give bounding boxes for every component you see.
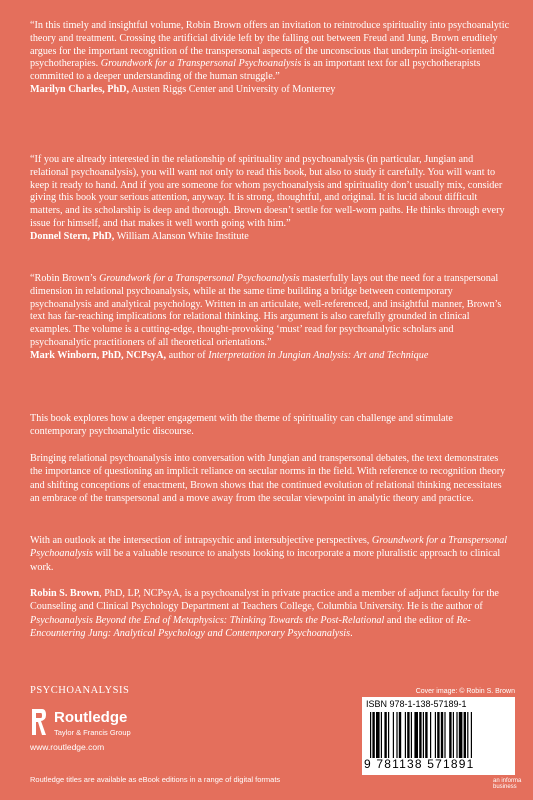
endorsement-text: “If you are already interested in the relationship of spirituality and psychoanalysis (in particular, Jungian and relational psychoanalysis), you will want not only to read this book, but also to study it carefully. You will want to keep it ready to hand. And if you are someone for whom psychoanalysis and spirituality don’t usually mix, consider giving this book your serious attention, anyway. It is strong, thoughtful, and original. It is lucid about difficult matters, and its scholarship is deep and thorough. Brown doesn’t settle for well-worn paths. He thinks through every issue for himself, and that makes it well worth going with him.” bbox=[30, 154, 505, 229]
barcode-bar bbox=[370, 712, 371, 758]
endorsement-text bbox=[30, 273, 510, 350]
book-title-italic: Groundwork for a Transpersonal Psychoanalysis bbox=[30, 535, 508, 560]
barcode-bar bbox=[441, 712, 443, 758]
endorsement-text-part: is an important text for all psychotherapists committed to a deeper understanding of the human struggle.” bbox=[30, 58, 481, 83]
barcode-bar bbox=[399, 712, 401, 758]
barcode-bar bbox=[456, 712, 457, 758]
author-bio-part: . bbox=[350, 628, 353, 640]
endorser-affiliation: author of bbox=[166, 349, 209, 361]
endorser-affiliation: Austen Riggs Center and University of Monterrey bbox=[129, 83, 336, 95]
description-text-part: With an outlook at the intersection of intrapsychic and intersubjective perspectives, bbox=[30, 535, 372, 546]
barcode-bar bbox=[471, 712, 472, 758]
endorsement-text-part: “Robin Brown’s bbox=[30, 273, 100, 284]
description-text: Bringing relational psychoanalysis into conversation with Jungian and transpersonal debates, the text demonstrates the importance of questioning an implicit reliance on secular norms in the field. With reference to recognition theory and shifting conceptions of enactment, Brown shows that the continued evolution of relational thinking necessitates an embrace of the transpersonal and a move away from the secular viewpoint in analytic theory and practice. bbox=[30, 453, 506, 505]
barcode-bar bbox=[381, 712, 382, 758]
endorsement-3 bbox=[30, 273, 510, 363]
author-book-title: Re-Encountering Jung: Analytical Psychology and Contemporary Psychoanalysis bbox=[30, 614, 471, 640]
description-text: This book explores how a deeper engagement with the theme of spirituality can challenge and stimulate contemporary psychoanalytic discourse. bbox=[30, 413, 453, 438]
barcode-bar bbox=[372, 712, 374, 758]
barcode-bar bbox=[459, 712, 463, 758]
endorsement-1 bbox=[30, 20, 510, 97]
subject-category: PSYCHOANALYSIS bbox=[30, 685, 130, 696]
isbn-label: ISBN 978-1-138-57189-1 bbox=[366, 699, 467, 709]
endorsement-attribution bbox=[30, 84, 510, 97]
barcode-bar bbox=[430, 712, 431, 758]
book-title-italic: Groundwork for a Transpersonal Psychoanalysis bbox=[99, 273, 300, 284]
endorsement-text bbox=[30, 20, 510, 84]
publisher-website-link[interactable]: www.routledge.com bbox=[30, 742, 105, 752]
barcode-bar bbox=[411, 712, 412, 758]
cover-image-credit: Cover image: © Robin S. Brown bbox=[415, 688, 515, 695]
routledge-logo-icon bbox=[30, 707, 48, 737]
endorsement-attribution bbox=[30, 231, 510, 244]
barcode-bar bbox=[388, 712, 389, 758]
description-text-part: will be a valuable resource to analysts looking to incorporate a more pluralistic approach to clinical work. bbox=[30, 548, 501, 573]
endorser-book-title: Interpretation in Jungian Analysis: Art and Technique bbox=[208, 349, 429, 361]
barcode-bar bbox=[393, 712, 394, 758]
barcode-bar bbox=[423, 712, 424, 758]
book-title-italic: Groundwork for a Transpersonal Psychoanalysis bbox=[100, 58, 302, 70]
barcode-bar bbox=[419, 712, 421, 758]
endorsement-text-part: “In this timely and insightful volume, Robin Brown offers an invitation to reintroduce spirituality into psychoanalytic theory and treatment. Crossing the artificial divide left by the falling out between Freud and Jung, Brown eruditely argues for the important recognition of the transpersonal aspects of the unconscious that underpin insight-oriented psychotherapies. bbox=[30, 20, 510, 70]
barcode-bar bbox=[376, 712, 380, 758]
barcode-bar bbox=[437, 712, 439, 758]
endorser-affiliation: William Alanson White Institute bbox=[114, 230, 249, 242]
barcode-bar bbox=[425, 712, 427, 758]
ebook-note: Routledge titles are available as eBook editions in a range of digital formats bbox=[30, 775, 281, 784]
endorser-name: Marilyn Charles, PhD, bbox=[30, 83, 130, 95]
endorser-name: Donnel Stern, PhD, bbox=[30, 230, 115, 242]
author-bio-part: and the editor of bbox=[384, 614, 457, 626]
endorsement-2 bbox=[30, 154, 510, 244]
author-bio-part: , PhD, LP, NCPsyA, is a psychoanalyst in private practice and a member of adjunct faculty for the Counseling and Clinical Psychology Department at Teachers College, Columbia University. He is the author of bbox=[30, 588, 499, 613]
barcode-bars-icon bbox=[370, 712, 508, 758]
barcode-bar bbox=[449, 712, 451, 758]
barcode-bar bbox=[414, 712, 418, 758]
publisher-logo bbox=[30, 705, 170, 745]
description-text bbox=[30, 534, 510, 574]
endorsement-text-part: masterfully lays out the need for a transpersonal dimension in relational psychoanalysis, while at the same time building a bridge between contemporary psychoanalysis and analytical psychology. Written in an articulate, well-referenced, and insightful manner, Brown’s text has far-reaching implications for relational thinking. His argument is also carefully grounded in clinical examples. The volume is a cutting-edge, thought-provoking ‘must’ read for psychoanalytic scholars and psychoanalytic practitioners of all theoretical orientations.” bbox=[30, 273, 502, 348]
publisher-name: Routledge bbox=[54, 709, 128, 726]
barcode-bar bbox=[384, 712, 386, 758]
isbn-barcode bbox=[362, 697, 515, 775]
description-paragraph-1 bbox=[30, 412, 510, 439]
endorsement-attribution bbox=[30, 350, 510, 363]
barcode-bar bbox=[405, 712, 406, 758]
description-paragraph-3 bbox=[30, 534, 510, 574]
barcode-bar bbox=[467, 712, 468, 758]
author-bio bbox=[30, 587, 510, 641]
barcode-bar bbox=[453, 712, 454, 758]
description-paragraph-2 bbox=[30, 452, 510, 506]
author-book-title: Psychoanalysis Beyond the End of Metaphysics: Thinking Towards the Post-Relational bbox=[30, 614, 385, 626]
barcode-bar bbox=[464, 712, 466, 758]
barcode-bar bbox=[396, 712, 397, 758]
author-bio-text bbox=[30, 587, 510, 641]
barcode-digits: 9 781138 571891 bbox=[364, 757, 475, 771]
endorser-name: Mark Winborn, PhD, NCPsyA, bbox=[30, 349, 167, 361]
publisher-subtitle: Taylor & Francis Group bbox=[54, 728, 131, 737]
author-name: Robin S. Brown bbox=[30, 588, 100, 599]
barcode-bar bbox=[407, 712, 409, 758]
barcode-bar bbox=[435, 712, 436, 758]
informa-business-label: an informa business bbox=[493, 778, 522, 790]
barcode-bar bbox=[444, 712, 445, 758]
